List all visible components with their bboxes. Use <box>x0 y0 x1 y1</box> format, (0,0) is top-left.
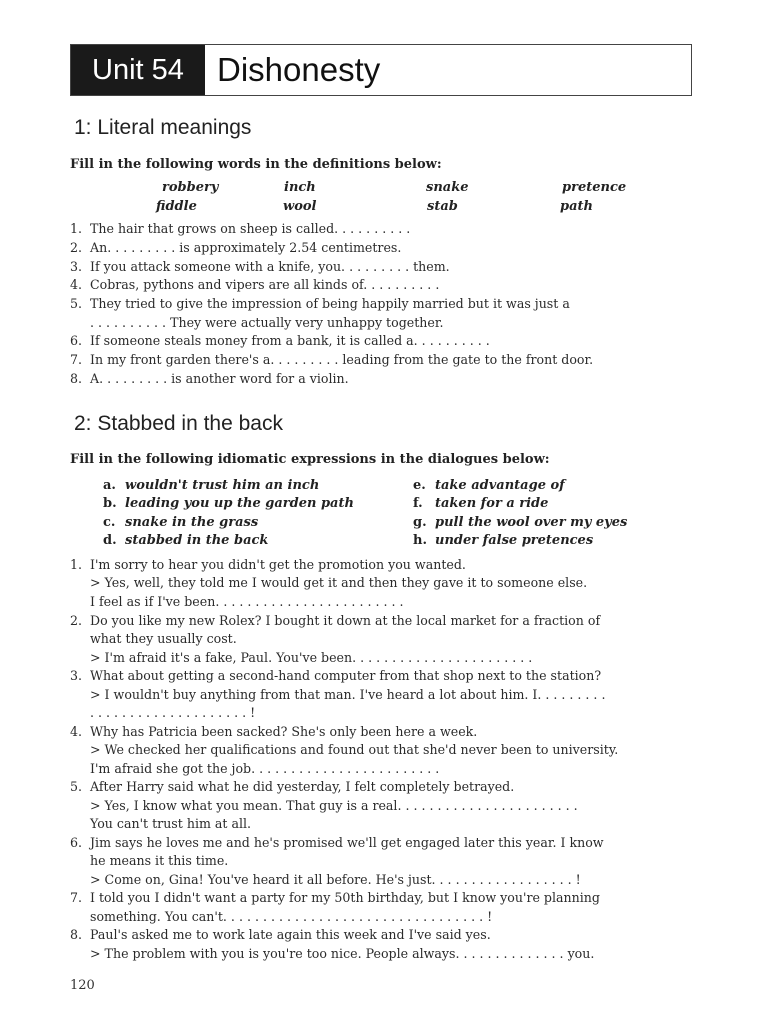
s1-question-1: 1. The hair that grows on sheep is called. . . . . . . . . . <box>70 221 411 236</box>
s1-question-3: 3. If you attack someone with a knife, you. . . . . . . . . them. <box>70 259 450 274</box>
word-stab: stab <box>427 199 458 214</box>
s1-question-4: 4. Cobras, pythons and vipers are all kinds of. . . . . . . . . . <box>70 277 440 292</box>
unit-number: Unit 54 <box>71 45 205 95</box>
word-pretence: pretence <box>562 180 627 195</box>
s1-question-8: 8. A. . . . . . . . . is another word for a violin. <box>70 371 349 386</box>
expression-d: d. stabbed in the back <box>103 533 269 548</box>
word-wool: wool <box>283 199 317 214</box>
dialogue-2-line-1: 2. Do you like my new Rolex? I bought it down at the local market for a fraction of <box>70 613 601 628</box>
word-inch: inch <box>284 180 316 195</box>
s1-question-6: 6. If someone steals money from a bank, it is called a. . . . . . . . . . <box>70 333 490 348</box>
dialogue-7-line-2: something. You can't. . . . . . . . . . . . . . . . . . . . . . . . . . . . . . . . . ! <box>90 909 493 924</box>
s1-question-7: 7. In my front garden there's a. . . . . . . . . leading from the gate to the front door. <box>70 352 594 367</box>
dialogue-6-line-3: > Come on, Gina! You've heard it all before. He's just. . . . . . . . . . . . . . . . . . ! <box>90 872 581 887</box>
s1-question-2: 2. An. . . . . . . . . is approximately 2.54 centimetres. <box>70 240 402 255</box>
section1-instruction: Fill in the following words in the definitions below: <box>70 157 442 172</box>
section1-title: 1: Literal meanings <box>74 116 252 139</box>
dialogue-5-line-3: You can't trust him at all. <box>90 816 252 831</box>
dialogue-3-line-1: 3. What about getting a second-hand computer from that shop next to the station? <box>70 668 602 683</box>
s1-question-5: 5. They tried to give the impression of being happily married but it was just a <box>70 296 570 311</box>
word-path: path <box>560 199 593 214</box>
word-snake: snake <box>426 180 469 195</box>
dialogue-4-line-3: I'm afraid she got the job. . . . . . . . . . . . . . . . . . . . . . . . <box>90 761 440 776</box>
dialogue-7-line-1: 7. I told you I didn't want a party for my 50th birthday, but I know you're planning <box>70 890 600 905</box>
s1-question-5-cont: . . . . . . . . . . They were actually very unhappy together. <box>90 315 444 330</box>
dialogue-5-line-1: 5. After Harry said what he did yesterday, I felt completely betrayed. <box>70 779 515 794</box>
dialogue-6-line-2: he means it this time. <box>90 853 229 868</box>
unit-header <box>70 44 692 96</box>
expression-h: h. under false pretences <box>413 533 594 548</box>
unit-title: Dishonesty <box>217 51 381 88</box>
dialogue-8-line-1: 8. Paul's asked me to work late again this week and I've said yes. <box>70 927 491 942</box>
page-number: 120 <box>70 978 95 993</box>
dialogue-1-line-3: I feel as if I've been. . . . . . . . . . . . . . . . . . . . . . . . <box>90 594 404 609</box>
expression-c: c. snake in the grass <box>103 515 259 530</box>
expression-g: g. pull the wool over my eyes <box>413 515 628 530</box>
dialogue-2-line-3: > I'm afraid it's a fake, Paul. You've been. . . . . . . . . . . . . . . . . . . . . . . <box>90 650 533 665</box>
expression-a: a. wouldn't trust him an inch <box>103 478 320 493</box>
dialogue-2-line-2: what they usually cost. <box>90 631 237 646</box>
expression-f: f. taken for a ride <box>413 496 549 511</box>
dialogue-1-line-2: > Yes, well, they told me I would get it and then they gave it to someone else. <box>90 575 588 590</box>
dialogue-4-line-1: 4. Why has Patricia been sacked? She's only been here a week. <box>70 724 478 739</box>
dialogue-6-line-1: 6. Jim says he loves me and he's promised we'll get engaged later this year. I know <box>70 835 604 850</box>
dialogue-3-line-3: . . . . . . . . . . . . . . . . . . . . ! <box>90 705 256 720</box>
dialogue-3-line-2: > I wouldn't buy anything from that man. I've heard a lot about him. I. . . . . . . . . <box>90 687 606 702</box>
word-robbery: robbery <box>162 180 219 195</box>
section2-title: 2: Stabbed in the back <box>74 412 283 435</box>
word-fiddle: fiddle <box>156 199 197 214</box>
section2-instruction: Fill in the following idiomatic expressions in the dialogues below: <box>70 452 550 467</box>
expression-e: e. take advantage of <box>413 478 565 493</box>
dialogue-8-line-2: > The problem with you is you're too nice. People always. . . . . . . . . . . . . . you. <box>90 946 595 961</box>
dialogue-1-line-1: 1. I'm sorry to hear you didn't get the promotion you wanted. <box>70 557 466 572</box>
expression-b: b. leading you up the garden path <box>103 496 354 511</box>
dialogue-5-line-2: > Yes, I know what you mean. That guy is a real. . . . . . . . . . . . . . . . . . . . . . . <box>90 798 578 813</box>
dialogue-4-line-2: > We checked her qualifications and found out that she'd never been to university. <box>90 742 619 757</box>
